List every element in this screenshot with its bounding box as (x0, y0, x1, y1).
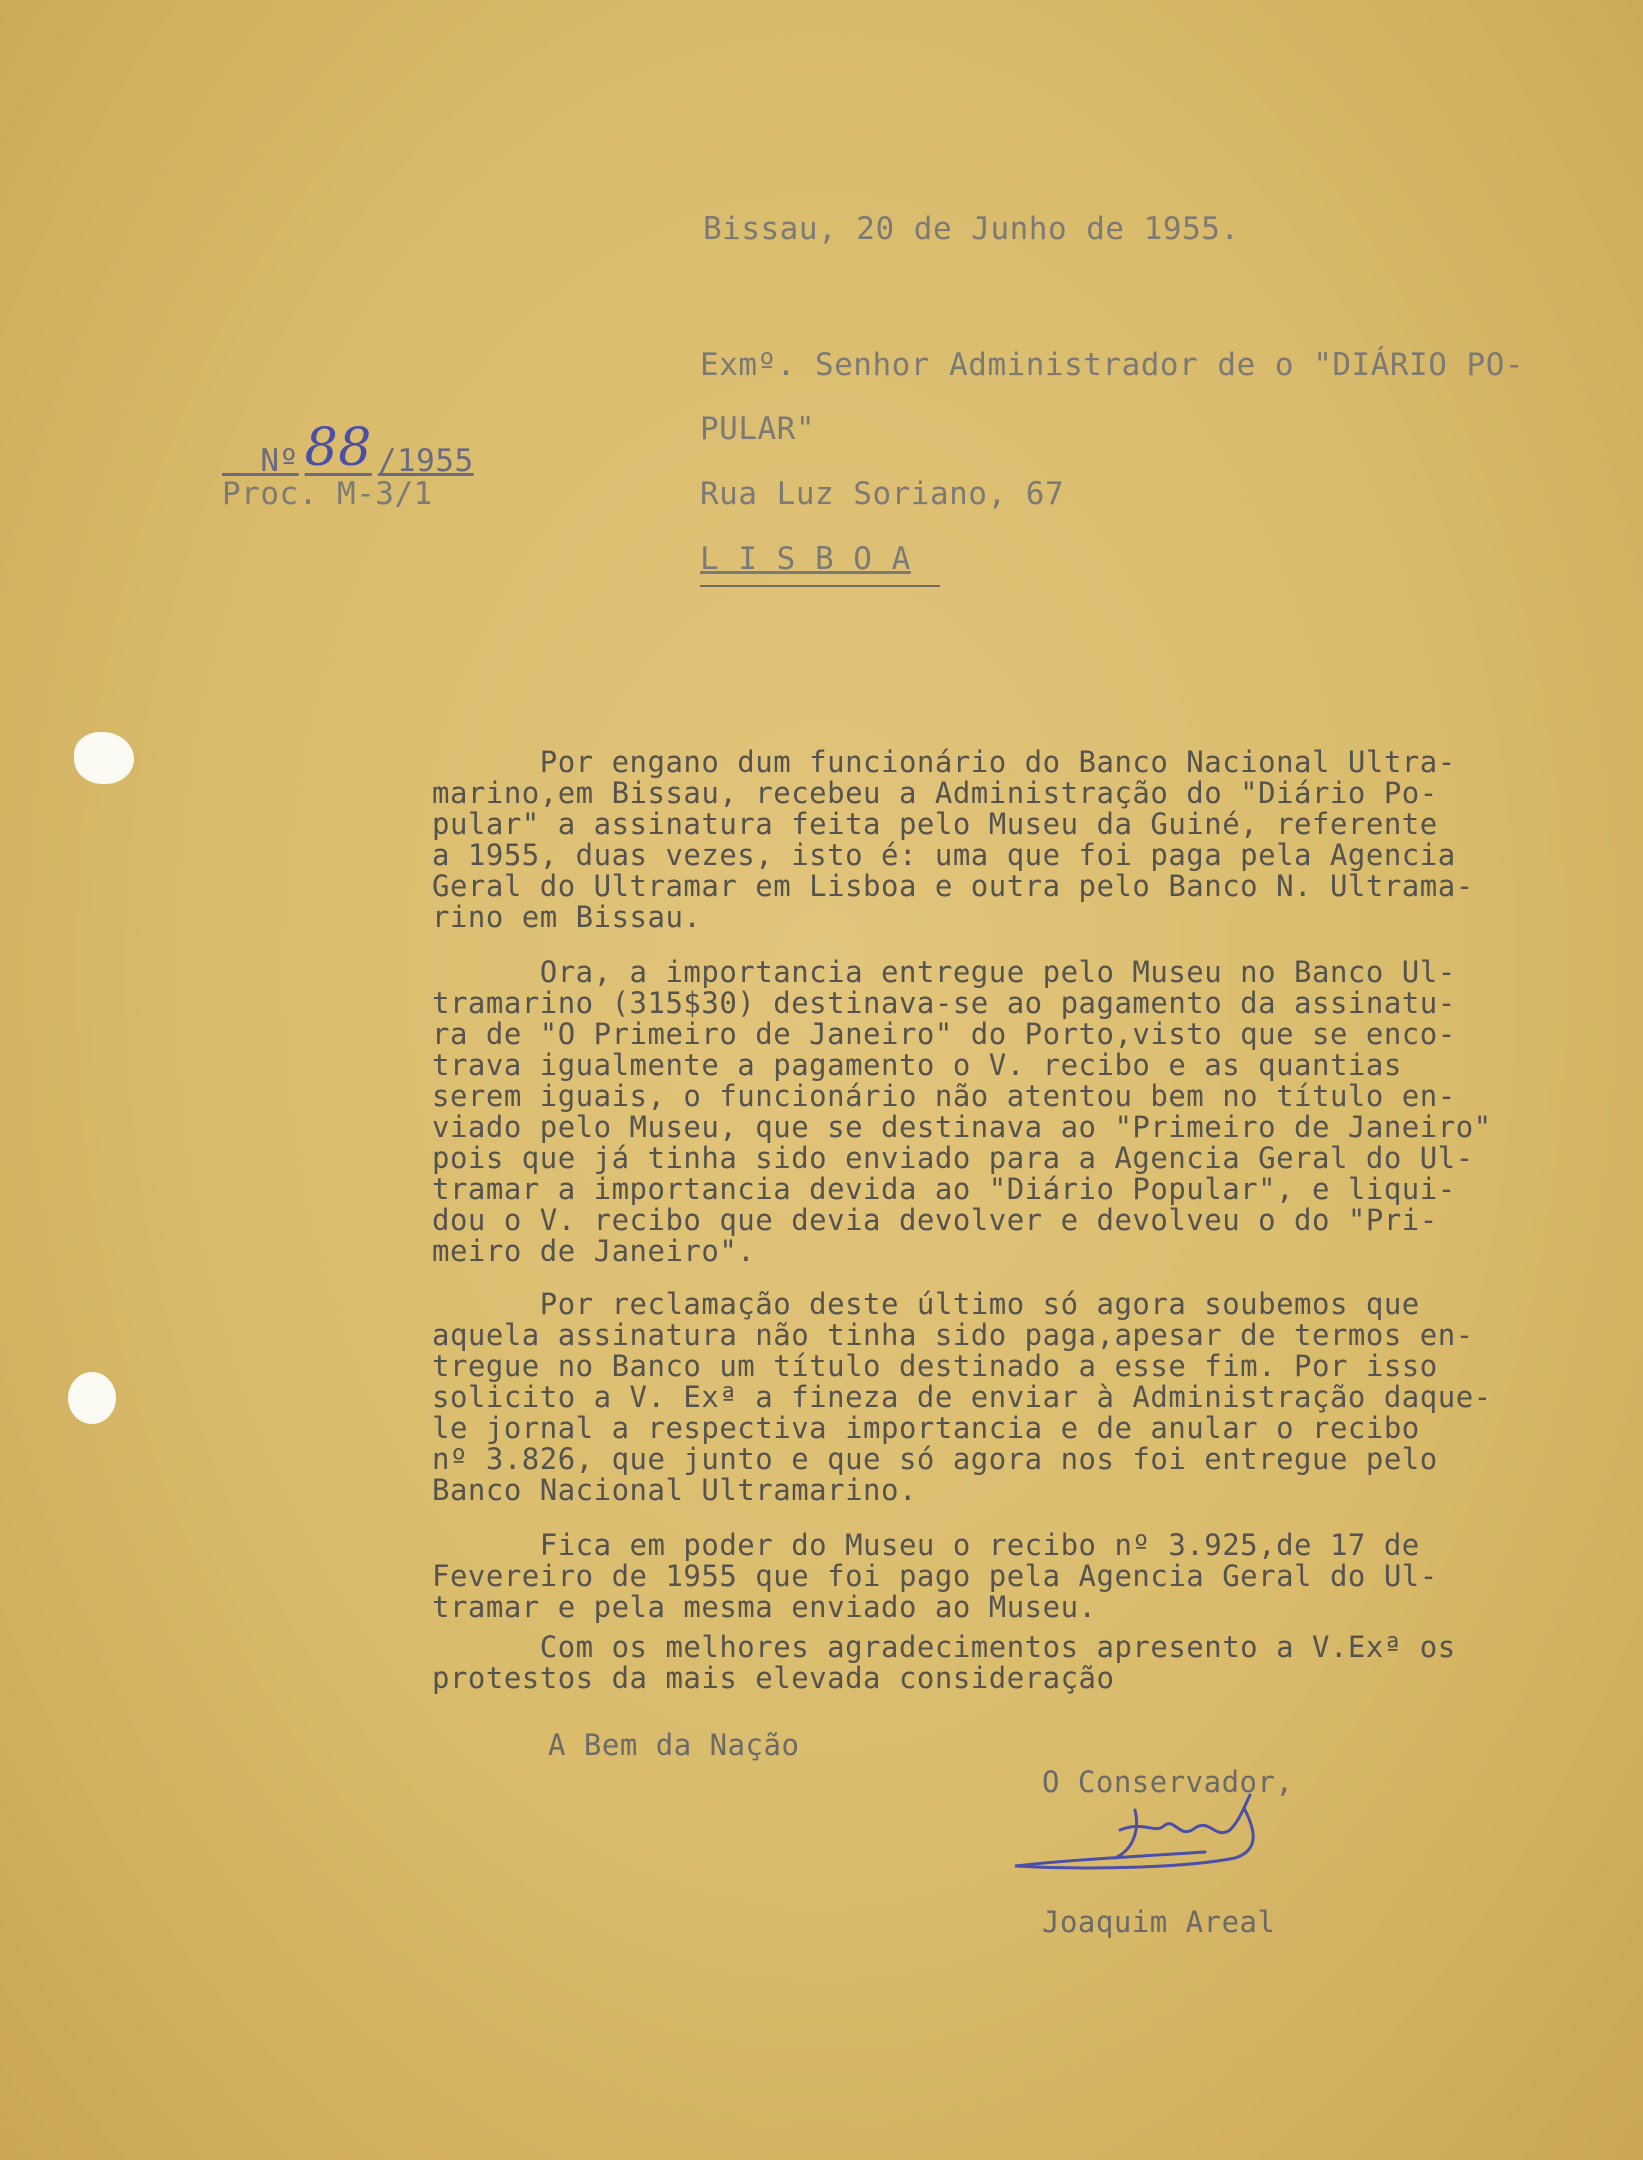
reference-suffix: /1955 (377, 443, 474, 479)
body-line: Fevereiro de 1955 que foi pago pela Agencia Geral do Ul- (432, 1559, 1438, 1593)
body-line: Banco Nacional Ultramarino. (432, 1473, 917, 1507)
body-line: dou o V. recibo que devia devolver e devolveu o do "Pri- (432, 1203, 1438, 1237)
body-line: pois que já tinha sido enviado para a Agencia Geral do Ul- (432, 1141, 1474, 1175)
body-line: meiro de Janeiro". (432, 1234, 756, 1268)
body-line: a 1955, duas vezes, isto é: uma que foi paga pela Agencia (432, 838, 1456, 872)
body-line: nº 3.826, que junto e que só agora nos foi entregue pelo (432, 1442, 1438, 1476)
signature-stroke (1015, 1795, 1253, 1868)
body-line: solicito a V. Exª a fineza de enviar à Administração daque- (432, 1380, 1492, 1414)
recipient-city: L I S B O A (700, 541, 911, 577)
body-line: serem iguais, o funcionário não atentou bem no título en- (432, 1079, 1456, 1113)
punch-hole-bottom (68, 1372, 116, 1424)
date-line: Bissau, 20 de Junho de 1955. (703, 211, 1240, 247)
reference-number (222, 405, 474, 478)
body-line: Por engano dum funcionário do Banco Nacional Ultra- (432, 745, 1456, 779)
body-line: Com os melhores agradecimentos apresento a V.Exª os (432, 1630, 1456, 1664)
body-line: Ora, a importancia entregue pelo Museu no Banco Ul- (432, 955, 1456, 989)
reference-handwritten-number: 88 (304, 418, 372, 478)
body-line: viado pelo Museu, que se destinava ao "Primeiro de Janeiro" (432, 1110, 1492, 1144)
body-line: aquela assinatura não tinha sido paga,apesar de termos en- (432, 1318, 1474, 1352)
body-line: le jornal a respectiva importancia e de anular o recibo (432, 1411, 1420, 1445)
body-line: Geral do Ultramar em Lisboa e outra pelo Banco N. Ultrama- (432, 869, 1474, 903)
reference-prefix: Nº (260, 443, 299, 479)
body-line: tramarino (315$30) destinava-se ao pagamento da assinatu- (432, 986, 1456, 1020)
body-line: ra de "O Primeiro de Janeiro" do Porto,visto que se enco- (432, 1017, 1456, 1051)
punch-hole-top (74, 732, 134, 784)
body-line: rino em Bissau. (432, 900, 702, 934)
recipient-address: Rua Luz Soriano, 67 (700, 476, 1065, 512)
body-line: marino,em Bissau, recebeu a Administração do "Diário Po- (432, 776, 1438, 810)
signature-title: O Conservador, (1042, 1765, 1294, 1799)
body-line: tramar e pela mesma enviado ao Museu. (432, 1590, 1097, 1624)
body-line: trava igualmente a pagamento o V. recibo e as quantias (432, 1048, 1402, 1082)
body-line: tregue no Banco um título destinado a esse fim. Por isso (432, 1349, 1438, 1383)
recipient-line-2: PULAR" (700, 411, 815, 447)
body-line: Por reclamação deste último só agora soubemos que (432, 1287, 1420, 1321)
closing-salutation: A Bem da Nação (548, 1728, 800, 1762)
signature (1005, 1790, 1325, 1880)
city-double-underline (700, 585, 940, 587)
recipient-line-1: Exmº. Senhor Administrador de o "DIÁRIO PO- (700, 347, 1525, 383)
signatory-name: Joaquim Areal (1042, 1905, 1276, 1939)
body-line: protestos da mais elevada consideração (432, 1661, 1115, 1695)
process-reference: Proc. M-3/1 (222, 476, 433, 512)
body-line: tramar a importancia devida ao "Diário Popular", e liqui- (432, 1172, 1456, 1206)
body-line: pular" a assinatura feita pelo Museu da Guiné, referente (432, 807, 1438, 841)
body-line: Fica em poder do Museu o recibo nº 3.925,de 17 de (432, 1528, 1420, 1562)
